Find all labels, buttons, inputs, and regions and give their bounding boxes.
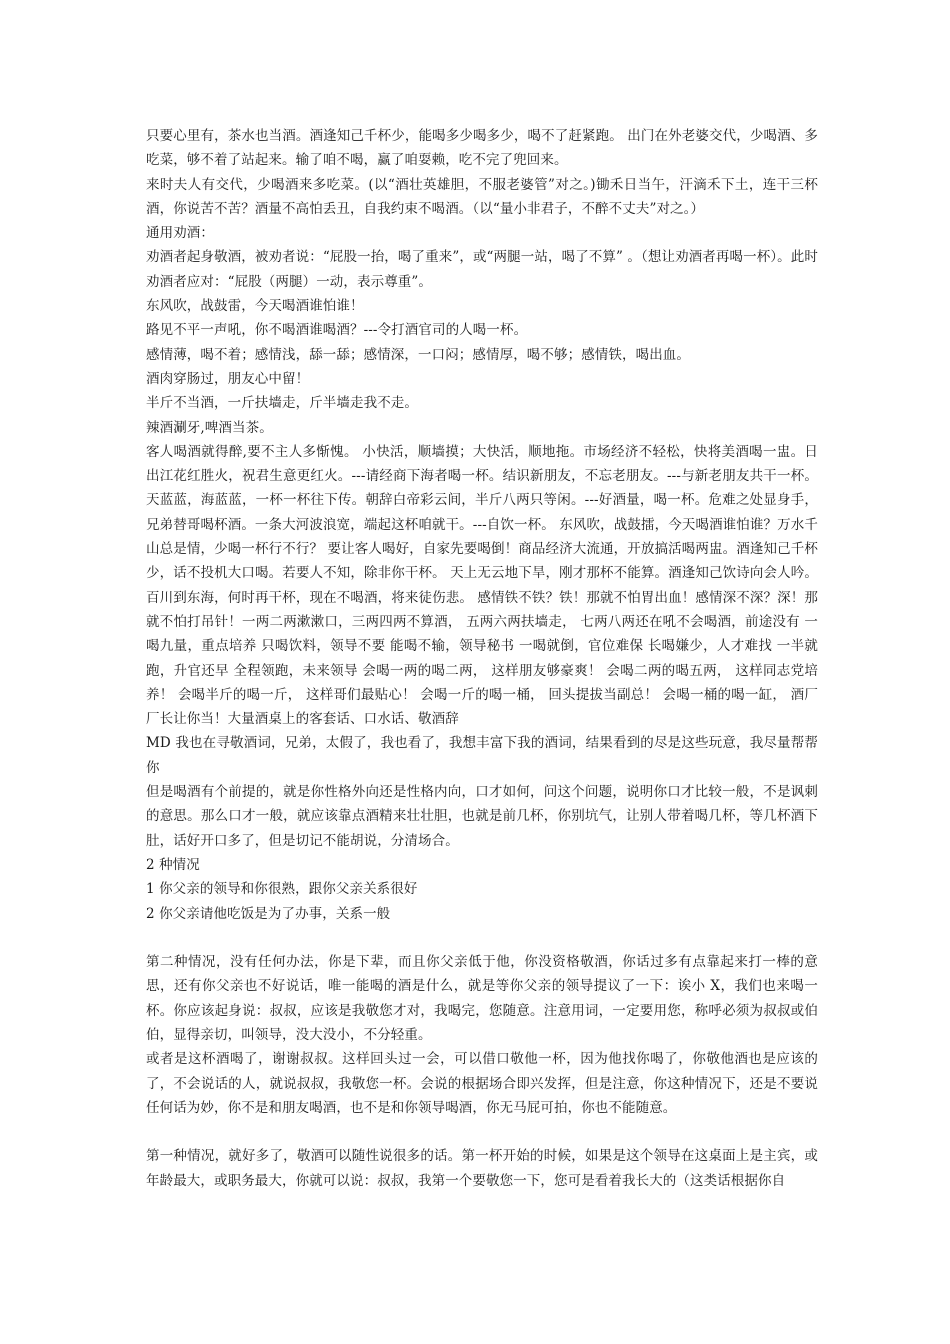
paragraph: 劝酒者起身敬酒，被劝者说：“屁股一抬，喝了重来”，或“两腿一站，喝了不算” 。（想让劝酒者再喝一杯）。此时劝酒者应对：“屁股（两腿）一动，表示尊重”。 (146, 249, 818, 290)
paragraph: 半斤不当酒，一斤扶墙走，斤半墙走我不走。 (146, 395, 418, 412)
paragraph: MD 我也在寻敬酒词，兄弟，太假了，我也看了，我想丰富下我的酒词，结果看到的尽是这些玩意，我尽量帮帮你 (146, 735, 818, 776)
paragraph: 第二种情况，没有任何办法，你是下辈，而且你父亲低于他，你没资格敬酒，你话过多有点靠起来打一棒的意思，还有你父亲也不好说话，唯一能喝的酒是什么，就是等你父亲的领导提议了一下：诶小 X，我们也来喝一杯。你应该起身说：叔叔，应该是我敬您才对，我喝完，您随意。注意用词，一定要用您，称呼必须为叔叔或伯伯，显得亲切，叫领导，没大没小，不分轻重。 (146, 954, 818, 1043)
document-body (146, 124, 818, 1193)
paragraph-gap (146, 1120, 818, 1144)
list-item: 2 你父亲请他吃饭是为了办事，关系一般 (146, 905, 391, 922)
paragraph: 感情薄，喝不着；感情浅，舔一舔；感情深，一口闷；感情厚，喝不够；感情铁，喝出血。 (146, 346, 690, 363)
paragraph: 但是喝酒有个前提的，就是你性格外向还是性格内向，口才如何，问这个问题，说明你口才比较一般，不是讽刺的意思。那么口才一般，就应该靠点酒精来壮壮胆，也就是前几杯，你别坑气，让别人带着喝几杯，等几杯酒下肚，话好开口多了，但是切记不能胡说，分清场合。 (146, 784, 818, 849)
section-heading: 通用劝酒： (146, 225, 214, 242)
paragraph: 酒肉穿肠过，朋友心中留！ (146, 370, 310, 387)
paragraph: 来时夫人有交代，少喝酒来多吃菜。(以“酒壮英雄胆，不服老婆管”对之。)锄禾日当午，汗滴禾下土，连干三杯酒，你说苦不苦？酒量不高怕丢丑，自我约束不喝酒。（以“量小非君子，不醉不丈夫”对之。） (146, 176, 818, 217)
paragraph: 辣酒涮牙,啤酒当茶。 (146, 419, 273, 436)
paragraph: 客人喝酒就得醉,要不主人多惭愧。 小快活，顺墙摸；大快活，顺地拖。市场经济不轻松，快将美酒喝一盅。日出江花红胜火，祝君生意更红火。---请经商下海者喝一杯。结识新朋友，不忘老朋友。---与新老朋友共干一杯。天蓝蓝，海蓝蓝，一杯一杯往下传。朝辞白帝彩云间，半斤八两只等闲。---好酒量，喝一杯。危难之处显身手，兄弟替哥喝杯酒。一条大河波浪宽，端起这杯咱就干。---自饮一杯。 东风吹，战鼓擂，今天喝酒谁怕谁？万水千山总是情，少喝一杯行不行？ 要让客人喝好，自家先要喝倒！商品经济大流通，开放搞活喝两盅。酒逢知己千杯少，话不投机大口喝。若要人不知，除非你干杯。 天上无云地下旱，刚才那杯不能算。酒逢知己饮诗向会人吟。百川到东海，何时再干杯，现在不喝酒，将来徒伤悲。 感情铁不铁？铁！那就不怕胃出血！感情深不深？深！那就不怕打吊针！一两二两漱漱口，三两四两不算酒， 五两六两扶墙走， 七两八两还在吼不会喝酒，前途没有 一喝九量，重点培养 只喝饮料，领导不要 能喝不输，领导秘书 一喝就倒，官位难保 长喝嫌少，人才难找 一半就跑，升官还早 全程领跑，未来领导 会喝一两的喝二两， 这样朋友够豪爽！ 会喝二两的喝五两， 这样同志党培养！ 会喝半斤的喝一斤， 这样哥们最贴心！ 会喝一斤的喝一桶， 回头提拔当副总！ 会喝一桶的喝一缸， 酒厂厂长让你当！大量酒桌上的客套话、口水话、敬酒辞 (146, 443, 818, 728)
paragraph: 路见不平一声吼，你不喝酒谁喝酒？---令打酒官司的人喝一杯。 (146, 322, 528, 339)
paragraph: 东风吹，战鼓雷，今天喝酒谁怕谁！ (146, 298, 364, 315)
paragraph: 只要心里有，茶水也当酒。酒逢知己千杯少，能喝多少喝多少，喝不了赶紧跑。 出门在外老婆交代，少喝酒、多吃菜，够不着了站起来。输了咱不喝，赢了咱耍赖，吃不完了兜回来。 (146, 128, 818, 169)
list-item: 1 你父亲的领导和你很熟，跟你父亲关系很好 (146, 881, 418, 898)
paragraph: 或者是这杯酒喝了，谢谢叔叔。这样回头过一会，可以借口敬他一杯，因为他找你喝了，你敬他酒也是应该的了，不会说话的人，就说叔叔，我敬您一杯。会说的根据场合即兴发挥，但是注意，你这种情况下，还是不要说任何话为妙，你不是和朋友喝酒，也不是和你领导喝酒，你无马屁可拍，你也不能随意。 (146, 1051, 818, 1116)
section-heading: 2 种情况 (146, 856, 200, 873)
paragraph: 第一种情况，就好多了，敬酒可以随性说很多的话。第一杯开始的时候，如果是这个领导在这桌面上是主宾，或年龄最大，或职务最大，你就可以说：叔叔，我第一个要敬您一下，您可是看着我长大的（这类话根据你自 (146, 1148, 818, 1189)
paragraph-gap (146, 926, 818, 950)
